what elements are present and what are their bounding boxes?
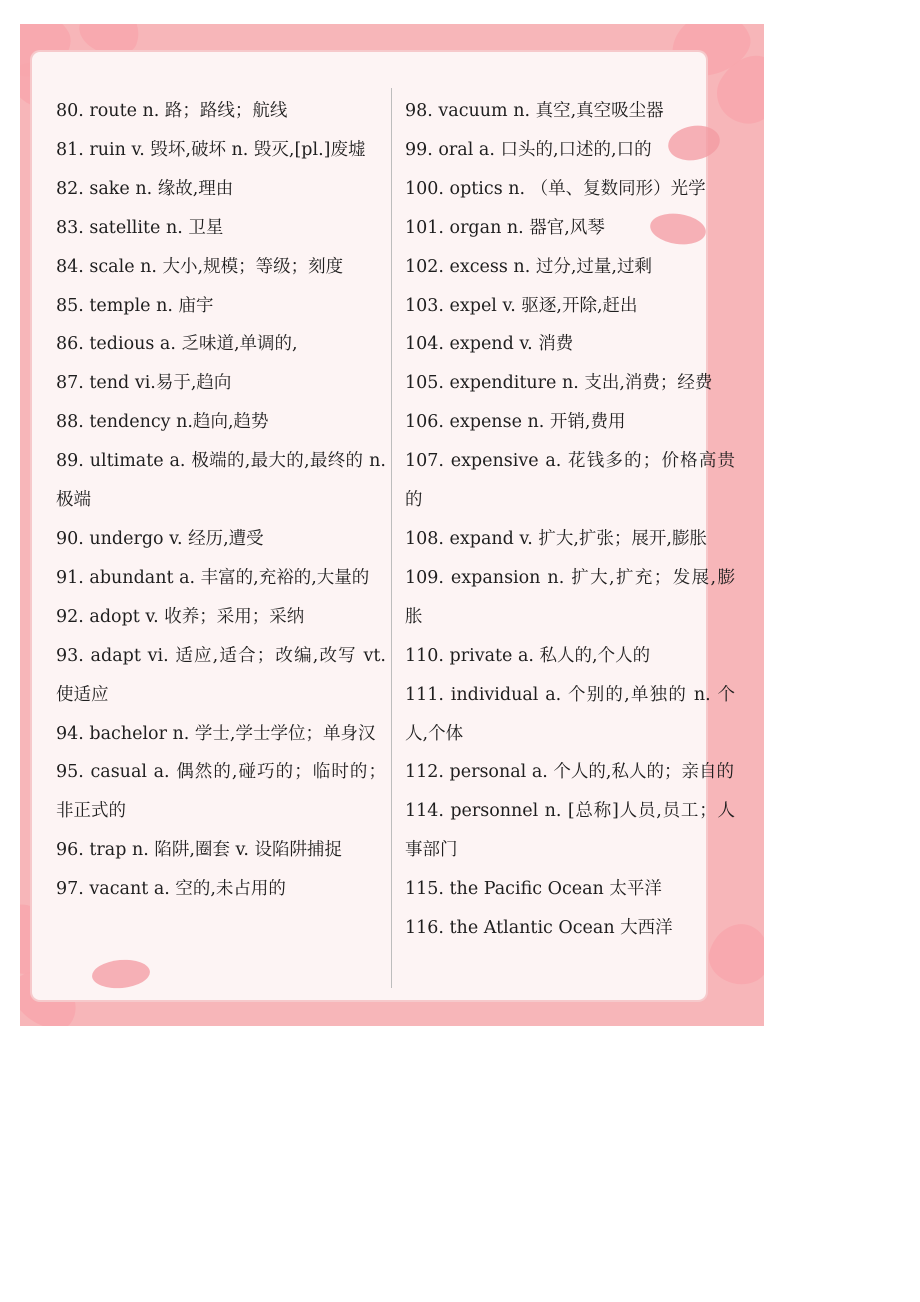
vocab-entry: 107. expensive a. 花钱多的；价格高贵的 — [405, 451, 735, 511]
vocab-entry: 87. tend vi.易于,趋向 — [56, 373, 232, 394]
vocab-entry: 81. ruin v. 毁坏,破坏 n. 毁灭,[pl.]废墟 — [56, 139, 366, 160]
vocab-entry: 103. expel v. 驱逐,开除,赶出 — [405, 295, 638, 316]
vocab-entry: 109. expansion n. 扩大,扩充；发展,膨胀 — [405, 567, 735, 627]
vocab-entry: 102. excess n. 过分,过量,过剩 — [405, 256, 652, 277]
vocab-entry: 99. oral a. 口头的,口述的,口的 — [405, 139, 652, 160]
vocab-entry: 89. ultimate a. 极端的,最大的,最终的 n. 极端 — [56, 451, 386, 511]
vocab-entry: 114. personnel n. [总称]人员,员工；人事部门 — [405, 801, 735, 861]
column-divider — [391, 88, 392, 988]
vocab-entry: 93. adapt vi. 适应,适合；改编,改写 vt. 使适应 — [56, 645, 386, 705]
vocab-entry: 110. private a. 私人的,个人的 — [405, 645, 651, 666]
left-vocabulary-column — [56, 92, 386, 909]
vocab-entry: 106. expense n. 开销,费用 — [405, 412, 626, 433]
vocab-entry: 88. tendency n.趋向,趋势 — [56, 412, 269, 433]
vocab-entry: 84. scale n. 大小,规模；等级；刻度 — [56, 256, 344, 277]
vocab-entry: 101. organ n. 器官,风琴 — [405, 217, 605, 238]
vocab-entry: 86. tedious a. 乏味道,单调的, — [56, 334, 298, 355]
vocab-entry: 94. bachelor n. 学士,学士学位；单身汉 — [56, 723, 376, 744]
vocab-entry: 90. undergo v. 经历,遭受 — [56, 528, 264, 549]
vocab-entry: 80. route n. 路；路线；航线 — [56, 101, 288, 121]
vocab-entry: 83. satellite n. 卫星 — [56, 217, 224, 238]
vocab-entry: 96. trap n. 陷阱,圈套 v. 设陷阱捕捉 — [56, 840, 342, 861]
vocab-entry: 111. individual a. 个别的,单独的 n. 个人,个体 — [405, 684, 735, 744]
vocab-entry: 98. vacuum n. 真空,真空吸尘器 — [405, 101, 664, 121]
vocab-entry: 82. sake n. 缘故,理由 — [56, 178, 234, 199]
vocab-entry: 108. expand v. 扩大,扩张；展开,膨胀 — [405, 528, 707, 549]
vocab-entry: 115. the Pacific Ocean 太平洋 — [405, 879, 662, 900]
vocab-entry: 95. casual a. 偶然的,碰巧的；临时的；非正式的 — [56, 762, 386, 822]
vocab-entry: 91. abundant a. 丰富的,充裕的,大量的 — [56, 567, 370, 588]
vocab-entry: 85. temple n. 庙宇 — [56, 295, 214, 316]
vocab-entry: 104. expend v. 消费 — [405, 334, 574, 355]
vocab-entry: 105. expenditure n. 支出,消费；经费 — [405, 373, 713, 394]
vocab-entry: 97. vacant a. 空的,未占用的 — [56, 879, 286, 900]
vocab-entry: 116. the Atlantic Ocean 大西洋 — [405, 918, 673, 939]
vocab-entry: 100. optics n. （单、复数同形）光学 — [405, 178, 706, 199]
vocab-entry: 112. personal a. 个人的,私人的；亲自的 — [405, 762, 734, 783]
vocab-entry: 92. adopt v. 收养；采用；采纳 — [56, 606, 305, 627]
